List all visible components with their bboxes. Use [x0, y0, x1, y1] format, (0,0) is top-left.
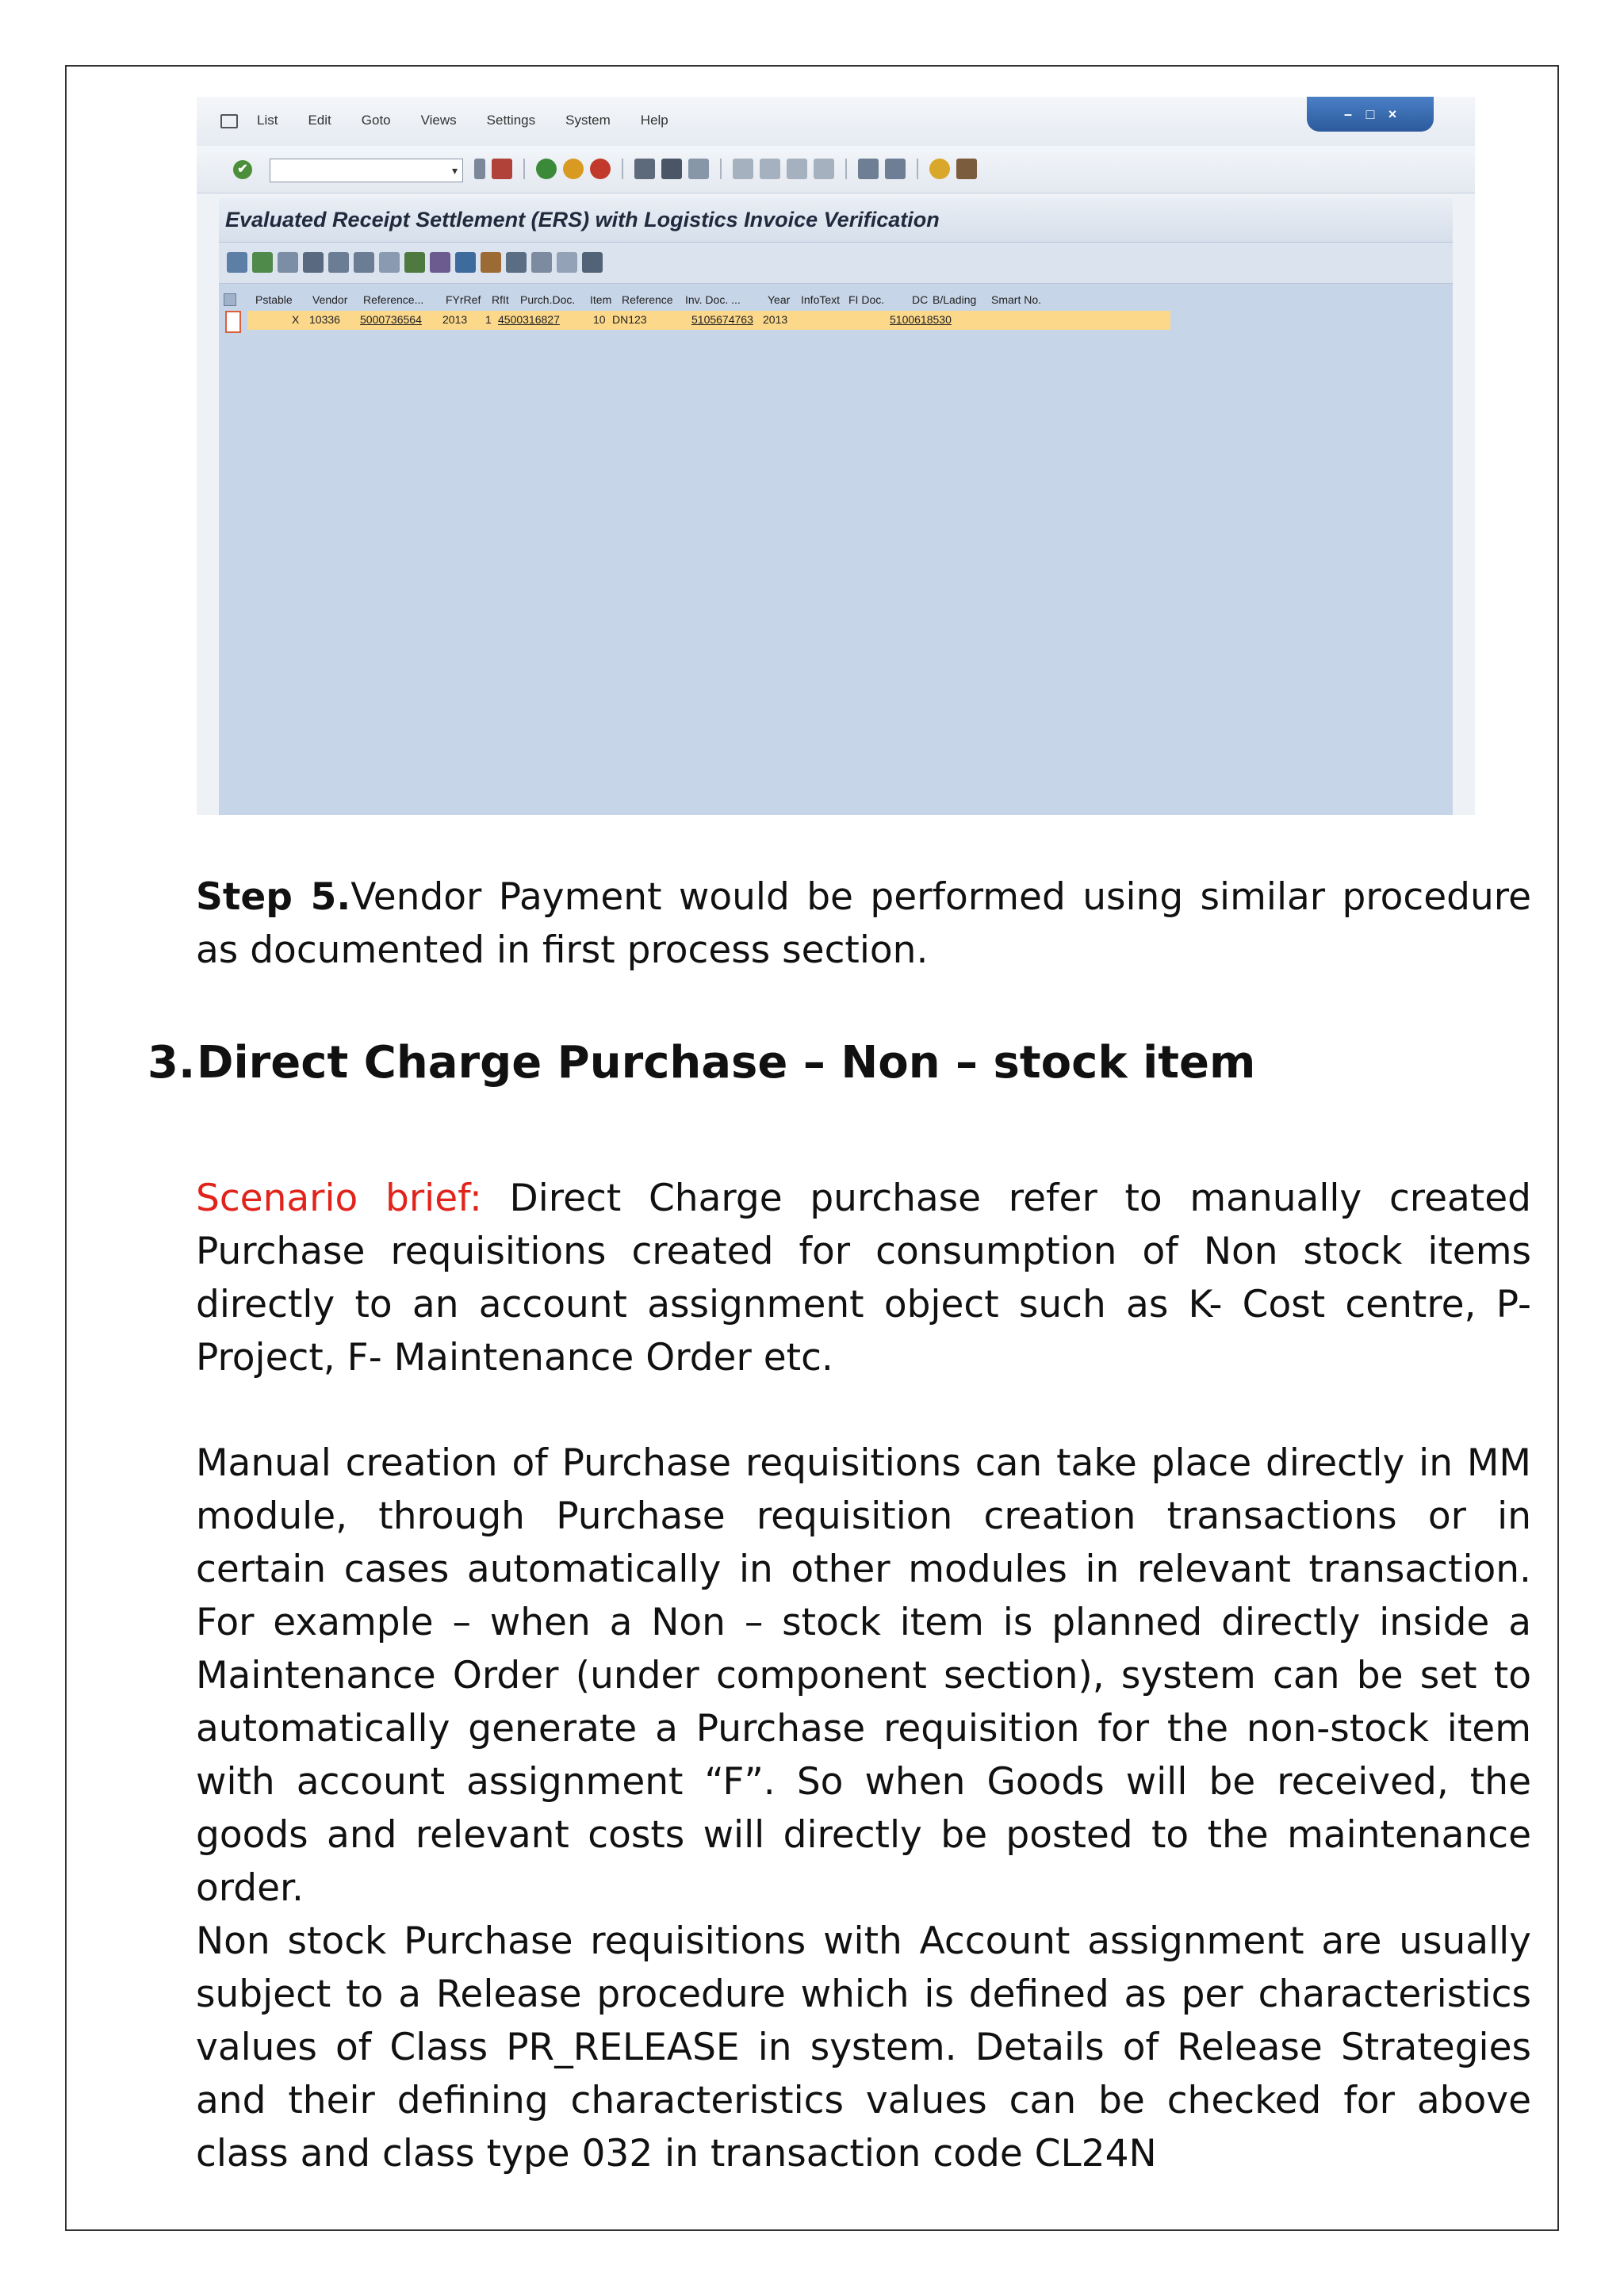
change-layout-icon[interactable]: [531, 252, 552, 273]
maximize-icon[interactable]: □: [1365, 105, 1375, 122]
spreadsheet-icon[interactable]: [455, 252, 476, 273]
section-number: 3.: [147, 1037, 196, 1089]
cell-fi-doc-link[interactable]: 5100618530: [890, 313, 952, 326]
export-icon[interactable]: [404, 252, 425, 273]
step5-text: Vendor Payment would be performed using similar procedure as documented in first process section.: [196, 875, 1531, 972]
cell-fyrref: 2013: [442, 313, 468, 326]
toolbar-separator: [720, 159, 722, 179]
filter-icon[interactable]: [328, 252, 349, 273]
exit-icon[interactable]: [563, 159, 584, 179]
standard-toolbar: [197, 146, 1475, 193]
refresh-icon[interactable]: [379, 252, 400, 273]
cell-item: 10: [593, 313, 606, 326]
mail-icon[interactable]: [430, 252, 450, 273]
back-arrow-icon[interactable]: [474, 159, 485, 179]
row-selector[interactable]: [225, 311, 241, 333]
sap-screenshot: [197, 97, 1475, 815]
close-icon[interactable]: ×: [1388, 105, 1397, 122]
column-header[interactable]: Smart No.: [991, 293, 1042, 306]
step5-label: Step 5.: [196, 875, 351, 919]
column-header[interactable]: Reference...: [363, 293, 424, 306]
enter-icon[interactable]: ✔: [233, 160, 252, 179]
table-row[interactable]: [247, 311, 1170, 330]
toolbar-separator: [845, 159, 847, 179]
release-procedure-paragraph: Non stock Purchase requisitions with Account assignment are usually subject to a Release procedure which is defined as per characteristics values of Class PR_RELEASE in system. Details of Release Strategies and their defining characteristics values can be checked for above class and class type 032 in transaction code CL24N: [196, 1919, 1531, 2175]
column-header[interactable]: FI Doc.: [848, 293, 885, 306]
details-icon[interactable]: [227, 252, 247, 273]
menu-settings[interactable]: Settings: [486, 113, 536, 128]
cell-inv-doc-link[interactable]: 5105674763: [691, 313, 753, 326]
menu-list[interactable]: List: [257, 113, 278, 128]
cell-purch-doc-link[interactable]: 4500316827: [498, 313, 560, 326]
find-next-icon[interactable]: [688, 159, 709, 179]
find-icon[interactable]: [661, 159, 682, 179]
title-bar: [219, 198, 1453, 243]
menu-help[interactable]: Help: [640, 113, 668, 128]
previous-page-icon[interactable]: [760, 159, 780, 179]
cell-pstable: X: [292, 313, 300, 326]
menu-goto[interactable]: Goto: [361, 113, 391, 128]
manual-creation-paragraph: Manual creation of Purchase requisitions can take place directly in MM module, through Purchase requisition creation transactions or in certain cases automatically in other modules in relevant transaction. For example – when a Non – stock item is planned directly inside a Maintenance Order (under component section), system can be set to automatically generate a Purchase requisition for the non-stock item with account assignment “F”. So when Goods will be received, the goods and relevant costs will directly be posted to the maintenance order.: [196, 1441, 1531, 1910]
column-header[interactable]: B/Lading: [933, 293, 977, 306]
column-header[interactable]: Reference: [622, 293, 673, 306]
new-session-icon[interactable]: [858, 159, 879, 179]
save-layout-icon[interactable]: [582, 252, 603, 273]
section-title: Direct Charge Purchase – Non – stock item: [197, 1037, 1256, 1089]
toolbar-separator: [917, 159, 918, 179]
column-header[interactable]: DC: [912, 293, 929, 306]
section-heading: [147, 1037, 1255, 1089]
chevron-down-icon[interactable]: ▾: [451, 164, 458, 177]
first-page-icon[interactable]: [733, 159, 753, 179]
screen-area: [219, 198, 1453, 815]
print-preview-icon[interactable]: [303, 252, 324, 273]
menu-views[interactable]: Views: [420, 113, 457, 128]
toolbar-separator: [523, 159, 525, 179]
menu-system[interactable]: System: [565, 113, 611, 128]
layout-icon[interactable]: [956, 159, 977, 179]
save-icon[interactable]: [492, 159, 512, 179]
next-page-icon[interactable]: [787, 159, 807, 179]
last-page-icon[interactable]: [814, 159, 834, 179]
shortcut-icon[interactable]: [885, 159, 906, 179]
column-header[interactable]: Inv. Doc. ...: [685, 293, 741, 306]
cell-rfit: 1: [485, 313, 492, 326]
alv-grid: [219, 284, 1453, 815]
word-processing-icon[interactable]: [481, 252, 501, 273]
step5-paragraph: [196, 871, 1531, 977]
cell-reference-link[interactable]: 5000736564: [360, 313, 422, 326]
window-controls: [1307, 97, 1434, 132]
application-toolbar: [219, 243, 1453, 284]
column-header[interactable]: Item: [590, 293, 612, 306]
cancel-icon[interactable]: [590, 159, 611, 179]
column-header[interactable]: Vendor: [312, 293, 348, 306]
scenario-paragraph: [196, 1172, 1531, 1384]
menu-bar: [197, 97, 1475, 146]
column-header[interactable]: FYrRef: [446, 293, 481, 306]
local-file-icon[interactable]: [506, 252, 527, 273]
scenario-text: Direct Charge purchase refer to manually created Purchase requisitions created for consumption of Non stock items directly to an account assignment object such as K- Cost centre, P- Project, F- Maintenance Order etc.: [196, 1177, 1531, 1380]
column-header[interactable]: Pstable: [255, 293, 293, 306]
sort-ascending-icon[interactable]: [252, 252, 273, 273]
column-header[interactable]: RfIt: [492, 293, 509, 306]
screen-title: Evaluated Receipt Settlement (ERS) with Logistics Invoice Verification: [225, 208, 940, 232]
command-field[interactable]: [270, 159, 463, 182]
toolbar-separator: [622, 159, 623, 179]
cell-vendor: 10336: [309, 313, 340, 326]
scenario-label: Scenario brief:: [196, 1177, 482, 1220]
cell-reference: DN123: [612, 313, 647, 326]
help-icon[interactable]: [929, 159, 950, 179]
grid-header: [222, 292, 1253, 309]
column-header[interactable]: Year: [768, 293, 791, 306]
menu-edit[interactable]: Edit: [308, 113, 331, 128]
cell-year: 2013: [763, 313, 788, 326]
select-layout-icon[interactable]: [557, 252, 577, 273]
minimize-icon[interactable]: –: [1343, 105, 1352, 122]
column-header[interactable]: InfoText: [801, 293, 841, 306]
print-icon[interactable]: [634, 159, 655, 179]
back-icon[interactable]: [536, 159, 557, 179]
sort-descending-icon[interactable]: [278, 252, 298, 273]
delete-filter-icon[interactable]: [354, 252, 374, 273]
menu-icon[interactable]: [220, 114, 238, 128]
column-header[interactable]: Purch.Doc.: [520, 293, 576, 306]
